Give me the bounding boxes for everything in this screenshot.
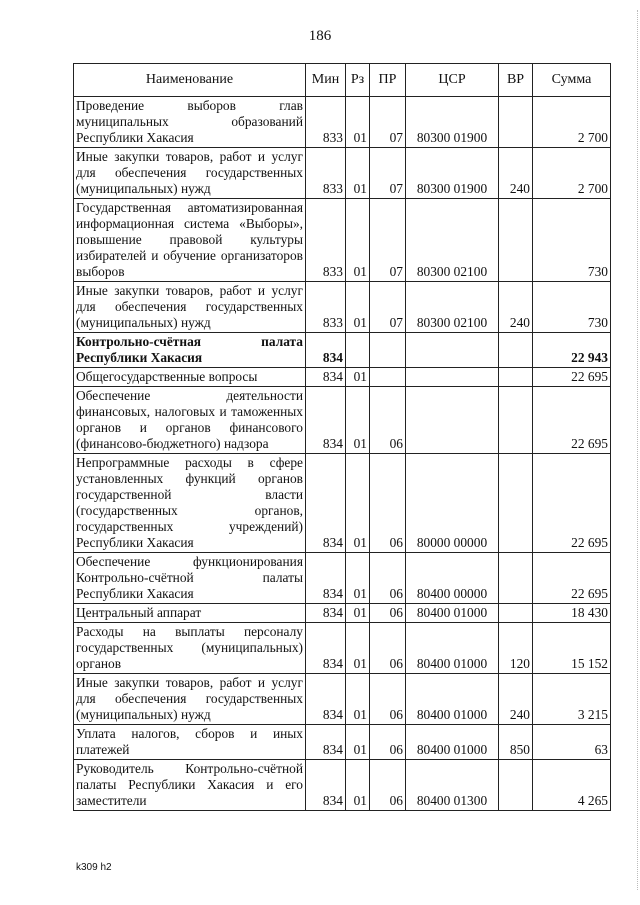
cell-sum: 22 695 <box>533 553 611 604</box>
cell-rz: 01 <box>346 387 370 454</box>
table-row <box>74 725 611 760</box>
cell-rz: 01 <box>346 604 370 623</box>
table-row <box>74 623 611 674</box>
cell-sum: 3 215 <box>533 674 611 725</box>
cell-sum: 22 943 <box>533 333 611 368</box>
cell-min: 834 <box>306 387 346 454</box>
header-sum: Сумма <box>533 64 611 97</box>
cell-pr: 07 <box>370 199 406 282</box>
cell-rz: 01 <box>346 674 370 725</box>
cell-name: Проведение выборов глав муниципальных образований Республики Хакасия <box>74 97 306 148</box>
cell-min: 834 <box>306 604 346 623</box>
header-pr: ПР <box>370 64 406 97</box>
cell-vr <box>499 368 533 387</box>
table-row <box>74 282 611 333</box>
cell-name: Общегосударственные вопросы <box>74 368 306 387</box>
header-min: Мин <box>306 64 346 97</box>
cell-rz: 01 <box>346 199 370 282</box>
cell-name: Обеспечение функционирования Контрольно-счётной палаты Республики Хакасия <box>74 553 306 604</box>
cell-vr <box>499 553 533 604</box>
header-rz: Рз <box>346 64 370 97</box>
cell-pr: 07 <box>370 97 406 148</box>
cell-name: Непрограммные расходы в сфере установленных функций органов государственной власти (государственных органов, государственных учреждений) Республики Хакасия <box>74 454 306 553</box>
cell-rz: 01 <box>346 454 370 553</box>
cell-vr <box>499 97 533 148</box>
cell-name: Центральный аппарат <box>74 604 306 623</box>
cell-min: 833 <box>306 97 346 148</box>
cell-vr <box>499 199 533 282</box>
cell-csr: 80300 02100 <box>406 282 499 333</box>
table-row <box>74 333 611 368</box>
cell-name: Контрольно-счётная палата Республики Хакасия <box>74 333 306 368</box>
cell-pr: 06 <box>370 623 406 674</box>
table-header-row <box>74 64 611 97</box>
cell-csr: 80400 00000 <box>406 553 499 604</box>
page-number: 186 <box>308 28 332 44</box>
cell-csr <box>406 387 499 454</box>
cell-min: 833 <box>306 282 346 333</box>
cell-name: Руководитель Контрольно-счётной палаты Республики Хакасия и его заместители <box>74 760 306 811</box>
table-body <box>74 97 611 811</box>
cell-min: 834 <box>306 760 346 811</box>
cell-name: Обеспечение деятельности финансовых, налоговых и таможенных органов и органов финансового (финансово-бюджетного) надзора <box>74 387 306 454</box>
cell-vr <box>499 760 533 811</box>
table-row <box>74 553 611 604</box>
cell-rz: 01 <box>346 553 370 604</box>
cell-pr: 06 <box>370 674 406 725</box>
cell-rz: 01 <box>346 148 370 199</box>
budget-table <box>73 63 611 811</box>
table-row <box>74 387 611 454</box>
table-row <box>74 604 611 623</box>
cell-vr <box>499 604 533 623</box>
cell-pr: 06 <box>370 454 406 553</box>
cell-csr: 80000 00000 <box>406 454 499 553</box>
cell-rz: 01 <box>346 760 370 811</box>
cell-vr: 240 <box>499 148 533 199</box>
cell-sum: 730 <box>533 199 611 282</box>
cell-vr: 850 <box>499 725 533 760</box>
cell-vr: 120 <box>499 623 533 674</box>
document-code: k309 h2 <box>76 862 112 873</box>
cell-sum: 4 265 <box>533 760 611 811</box>
cell-min: 834 <box>306 553 346 604</box>
cell-pr: 06 <box>370 760 406 811</box>
cell-min: 834 <box>306 725 346 760</box>
table-row <box>74 454 611 553</box>
cell-csr <box>406 333 499 368</box>
cell-name: Уплата налогов, сборов и иных платежей <box>74 725 306 760</box>
cell-rz: 01 <box>346 97 370 148</box>
cell-vr <box>499 387 533 454</box>
table-row <box>74 97 611 148</box>
header-csr: ЦСР <box>406 64 499 97</box>
cell-csr <box>406 368 499 387</box>
cell-rz: 01 <box>346 368 370 387</box>
cell-sum: 22 695 <box>533 368 611 387</box>
cell-sum: 22 695 <box>533 454 611 553</box>
cell-sum: 730 <box>533 282 611 333</box>
cell-sum: 18 430 <box>533 604 611 623</box>
cell-csr: 80400 01000 <box>406 623 499 674</box>
cell-pr: 06 <box>370 553 406 604</box>
header-vr: ВР <box>499 64 533 97</box>
table-row <box>74 760 611 811</box>
cell-name: Иные закупки товаров, работ и услуг для обеспечения государственных (муниципальных) нужд <box>74 148 306 199</box>
cell-name: Расходы на выплаты персоналу государственных (муниципальных) органов <box>74 623 306 674</box>
cell-vr <box>499 333 533 368</box>
cell-min: 833 <box>306 148 346 199</box>
cell-name: Иные закупки товаров, работ и услуг для обеспечения государственных (муниципальных) нужд <box>74 674 306 725</box>
cell-csr: 80300 02100 <box>406 199 499 282</box>
cell-csr: 80400 01000 <box>406 725 499 760</box>
cell-pr <box>370 333 406 368</box>
cell-vr: 240 <box>499 674 533 725</box>
cell-pr <box>370 368 406 387</box>
cell-sum: 15 152 <box>533 623 611 674</box>
cell-csr: 80300 01900 <box>406 97 499 148</box>
cell-csr: 80400 01300 <box>406 760 499 811</box>
cell-name: Иные закупки товаров, работ и услуг для обеспечения государственных (муниципальных) нужд <box>74 282 306 333</box>
table-row <box>74 674 611 725</box>
cell-pr: 06 <box>370 387 406 454</box>
cell-min: 834 <box>306 674 346 725</box>
cell-rz: 01 <box>346 725 370 760</box>
cell-sum: 2 700 <box>533 148 611 199</box>
cell-csr: 80400 01000 <box>406 674 499 725</box>
table-row <box>74 148 611 199</box>
cell-min: 834 <box>306 454 346 553</box>
cell-pr: 06 <box>370 725 406 760</box>
table-row <box>74 199 611 282</box>
cell-rz: 01 <box>346 282 370 333</box>
cell-pr: 07 <box>370 282 406 333</box>
cell-rz: 01 <box>346 623 370 674</box>
cell-name: Государственная автоматизированная информационная система «Выборы», повышение правовой культуры избирателей и обучение организаторов выборов <box>74 199 306 282</box>
table-row <box>74 368 611 387</box>
margin-marks <box>631 10 638 890</box>
cell-pr: 06 <box>370 604 406 623</box>
cell-sum: 22 695 <box>533 387 611 454</box>
cell-vr: 240 <box>499 282 533 333</box>
cell-min: 834 <box>306 333 346 368</box>
cell-min: 833 <box>306 199 346 282</box>
cell-csr: 80300 01900 <box>406 148 499 199</box>
cell-vr <box>499 454 533 553</box>
cell-rz <box>346 333 370 368</box>
header-name: Наименование <box>74 64 306 97</box>
cell-min: 834 <box>306 623 346 674</box>
cell-pr: 07 <box>370 148 406 199</box>
cell-min: 834 <box>306 368 346 387</box>
cell-csr: 80400 01000 <box>406 604 499 623</box>
cell-sum: 63 <box>533 725 611 760</box>
cell-sum: 2 700 <box>533 97 611 148</box>
